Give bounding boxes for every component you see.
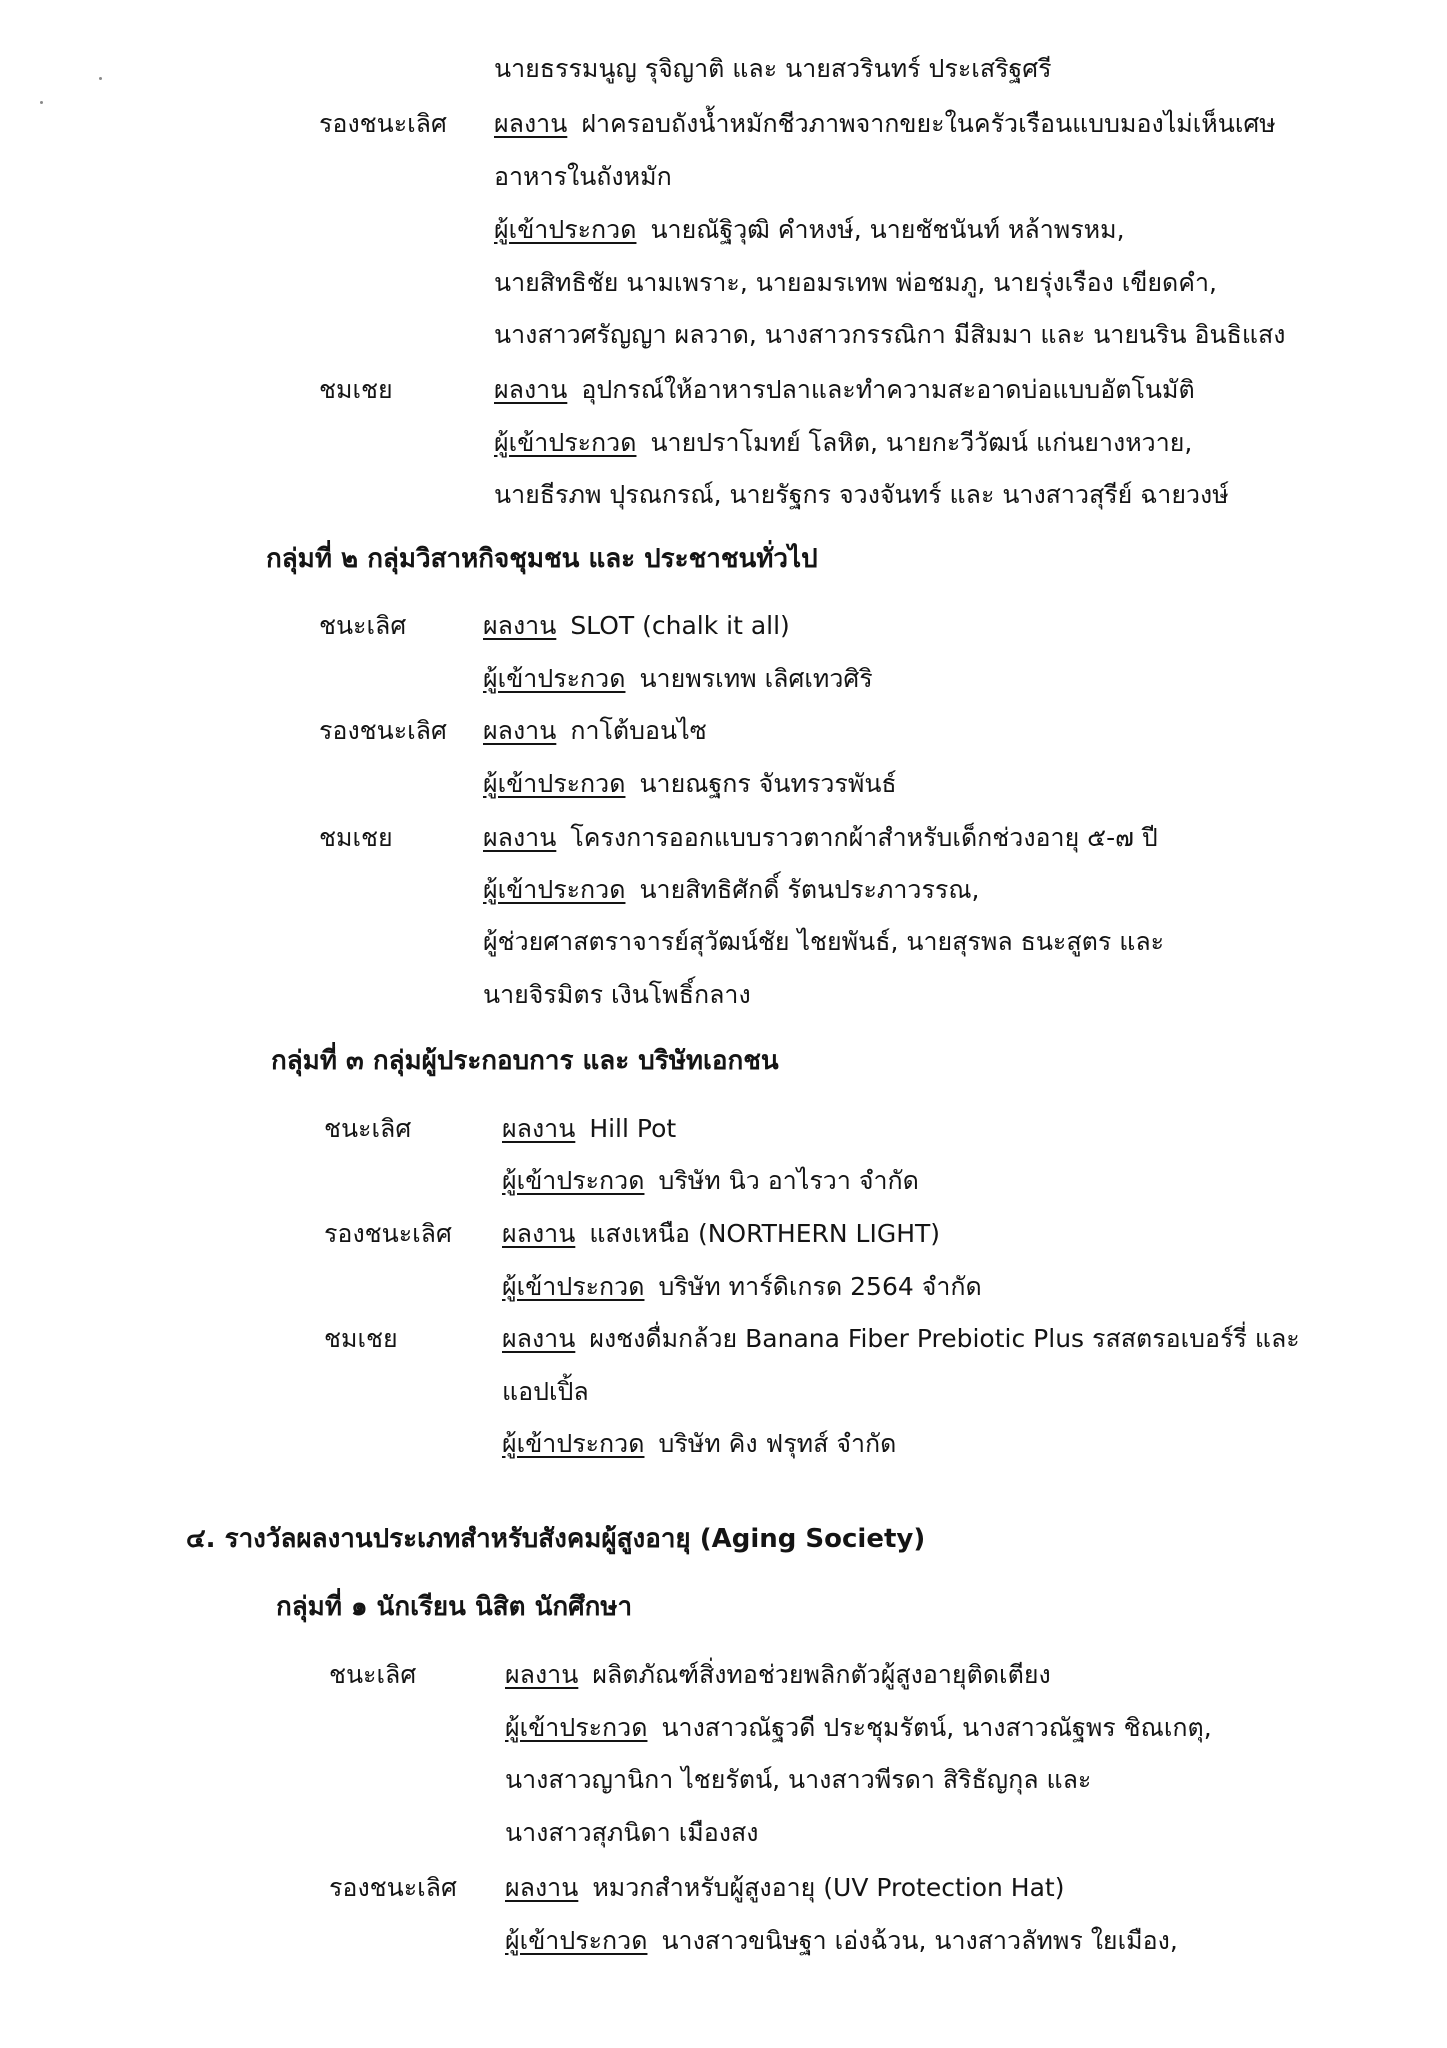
work-title-continued: อาหารในถังหมัก: [494, 162, 672, 191]
rank-label: ชนะเลิศ: [319, 611, 407, 640]
contestant-names: นายณฐกร จันทรวรพันธ์: [639, 769, 897, 798]
contestant-names: นางสาวศรัญญา ผลวาด, นางสาวกรรณิกา มีสิมมา และ นายนริน อินธิแสง: [494, 320, 1286, 349]
work-label: ผลงาน: [483, 611, 557, 640]
group-heading: กลุ่มที่ ๒ กลุ่มวิสาหกิจชุมชน และ ประชาชนทั่วไป: [266, 544, 818, 574]
contestant-label: ผู้เข้าประกวด: [494, 428, 637, 457]
contestant-label: ผู้เข้าประกวด: [505, 1926, 648, 1955]
work-title: ผงชงดื่มกล้วย Banana Fiber Prebiotic Plus รสสตรอเบอร์รี่ และ: [589, 1324, 1300, 1353]
contestant-names: บริษัท คิง ฟรุทส์ จำกัด: [658, 1429, 897, 1458]
section-heading: ๔. รางวัลผลงานประเภทสำหรับสังคมผู้สูงอายุ (Aging Society): [186, 1524, 926, 1554]
contestant-entry: [502, 1427, 896, 1461]
work-label: ผลงาน: [505, 1660, 579, 1689]
contestant-label: ผู้เข้าประกวด: [483, 664, 626, 693]
work-title: หมวกสำหรับผู้สูงอายุ (UV Protection Hat): [592, 1873, 1065, 1902]
scan-speck: [99, 77, 102, 80]
rank-label: ชมเชย: [324, 1324, 398, 1353]
work-title: Hill Pot: [589, 1114, 677, 1143]
work-title: โครงการออกแบบราวตากผ้าสำหรับเด็กช่วงอายุ ๕-๗ ปี: [570, 823, 1158, 852]
contestant-names: นายพรเทพ เลิศเทวศิริ: [639, 664, 873, 693]
work-title: แสงเหนือ (NORTHERN LIGHT): [589, 1219, 941, 1248]
work-entry: [502, 1322, 1300, 1356]
work-label: ผลงาน: [502, 1219, 576, 1248]
scan-speck: [40, 101, 43, 104]
work-entry: [502, 1112, 676, 1146]
work-label: ผลงาน: [483, 823, 557, 852]
contestant-entry: [502, 1164, 919, 1198]
work-entry: [483, 821, 1158, 855]
work-title: กาโต้บอนไซ: [570, 716, 707, 745]
work-entry: [494, 107, 1276, 141]
contestant-names: นายสิทธิชัย นามเพราะ, นายอมรเทพ พ่อชมภู, นายรุ่งเรือง เขียดคำ,: [494, 268, 1217, 297]
rank-label: รองชนะเลิศ: [319, 109, 447, 138]
contestant-label: ผู้เข้าประกวด: [483, 875, 626, 904]
contestant-entry: [494, 213, 1125, 247]
contestant-names: นางสาวสุภนิดา เมืองสง: [505, 1818, 759, 1847]
group-heading: กลุ่มที่ ๓ กลุ่มผู้ประกอบการ และ บริษัทเอกชน: [271, 1046, 779, 1076]
contestant-label: ผู้เข้าประกวด: [505, 1713, 648, 1742]
work-title: ฝาครอบถังน้ำหมักชีวภาพจากขยะในครัวเรือนแบบมองไม่เห็นเศษ: [581, 109, 1276, 138]
work-label: ผลงาน: [502, 1324, 576, 1353]
work-title: อุปกรณ์ให้อาหารปลาและทำความสะอาดบ่อแบบอัตโนมัติ: [581, 375, 1195, 404]
contestant-entry: [483, 767, 897, 801]
work-label: ผลงาน: [494, 375, 568, 404]
contestant-entry: [502, 1270, 982, 1304]
contestant-entry: [483, 873, 979, 907]
contestant-label: ผู้เข้าประกวด: [502, 1429, 645, 1458]
contestant-label: ผู้เข้าประกวด: [494, 215, 637, 244]
contestant-label: ผู้เข้าประกวด: [502, 1166, 645, 1195]
rank-label: ชนะเลิศ: [329, 1660, 417, 1689]
contestant-names: นายธีรภพ ปุรณกรณ์, นายรัฐกร จวงจันทร์ และ นางสาวสุรีย์ ฉายวงษ์: [494, 480, 1229, 509]
work-label: ผลงาน: [483, 716, 557, 745]
contestant-names: นายจิรมิตร เงินโพธิ์กลาง: [483, 980, 751, 1009]
contestant-line: นายธรรมนูญ รุจิญาติ และ นายสวรินทร์ ประเสริฐศรี: [494, 54, 1052, 83]
rank-label: ชมเชย: [319, 375, 393, 404]
rank-label: รองชนะเลิศ: [329, 1873, 457, 1902]
work-label: ผลงาน: [502, 1114, 576, 1143]
work-entry: [502, 1217, 940, 1251]
contestant-entry: [494, 426, 1192, 460]
contestant-names: นายปราโมทย์ โลหิต, นายกะวีวัฒน์ แก่นยางหวาย,: [650, 428, 1193, 457]
work-entry: [494, 373, 1195, 407]
contestant-names: นางสาวขนิษฐา เอ่งฉ้วน, นางสาวลัทพร ใยเมือง,: [661, 1926, 1178, 1955]
contestant-names: นายณัฐิวุฒิ คำหงษ์, นายชัชนันท์ หล้าพรหม,: [650, 215, 1125, 244]
contestant-names: บริษัท ทาร์ดิเกรด 2564 จำกัด: [658, 1272, 982, 1301]
contestant-entry: [505, 1924, 1178, 1958]
work-entry: [483, 714, 707, 748]
rank-label: รองชนะเลิศ: [319, 716, 447, 745]
contestant-label: ผู้เข้าประกวด: [483, 769, 626, 798]
work-entry: [483, 609, 790, 643]
rank-label: ชมเชย: [319, 823, 393, 852]
work-label: ผลงาน: [505, 1873, 579, 1902]
contestant-entry: [505, 1711, 1212, 1745]
contestant-names: นางสาวญานิกา ไชยรัตน์, นางสาวพีรดา สิริธัญกุล และ: [505, 1765, 1092, 1794]
contestant-names: นายสิทธิศักดิ์ รัตนประภาวรรณ,: [639, 875, 980, 904]
work-title: ผลิตภัณฑ์สิ่งทอช่วยพลิกตัวผู้สูงอายุติดเตียง: [592, 1660, 1051, 1689]
rank-label: รองชนะเลิศ: [324, 1219, 452, 1248]
work-title-continued: แอปเปิ้ล: [502, 1377, 589, 1406]
work-label: ผลงาน: [494, 109, 568, 138]
contestant-names: นางสาวณัฐวดี ประชุมรัตน์, นางสาวณัฐพร ชิณเกตุ,: [661, 1713, 1212, 1742]
contestant-names: บริษัท นิว อาไรวา จำกัด: [658, 1166, 919, 1195]
group-heading: กลุ่มที่ ๑ นักเรียน นิสิต นักศึกษา: [276, 1592, 633, 1622]
contestant-entry: [483, 662, 873, 696]
contestant-names: ผู้ช่วยศาสตราจารย์สุวัฒน์ชัย ไชยพันธ์, นายสุรพล ธนะสูตร และ: [483, 927, 1165, 956]
contestant-label: ผู้เข้าประกวด: [502, 1272, 645, 1301]
work-title: SLOT (chalk it all): [570, 611, 790, 640]
rank-label: ชนะเลิศ: [324, 1114, 412, 1143]
work-entry: [505, 1871, 1064, 1905]
work-entry: [505, 1658, 1051, 1692]
